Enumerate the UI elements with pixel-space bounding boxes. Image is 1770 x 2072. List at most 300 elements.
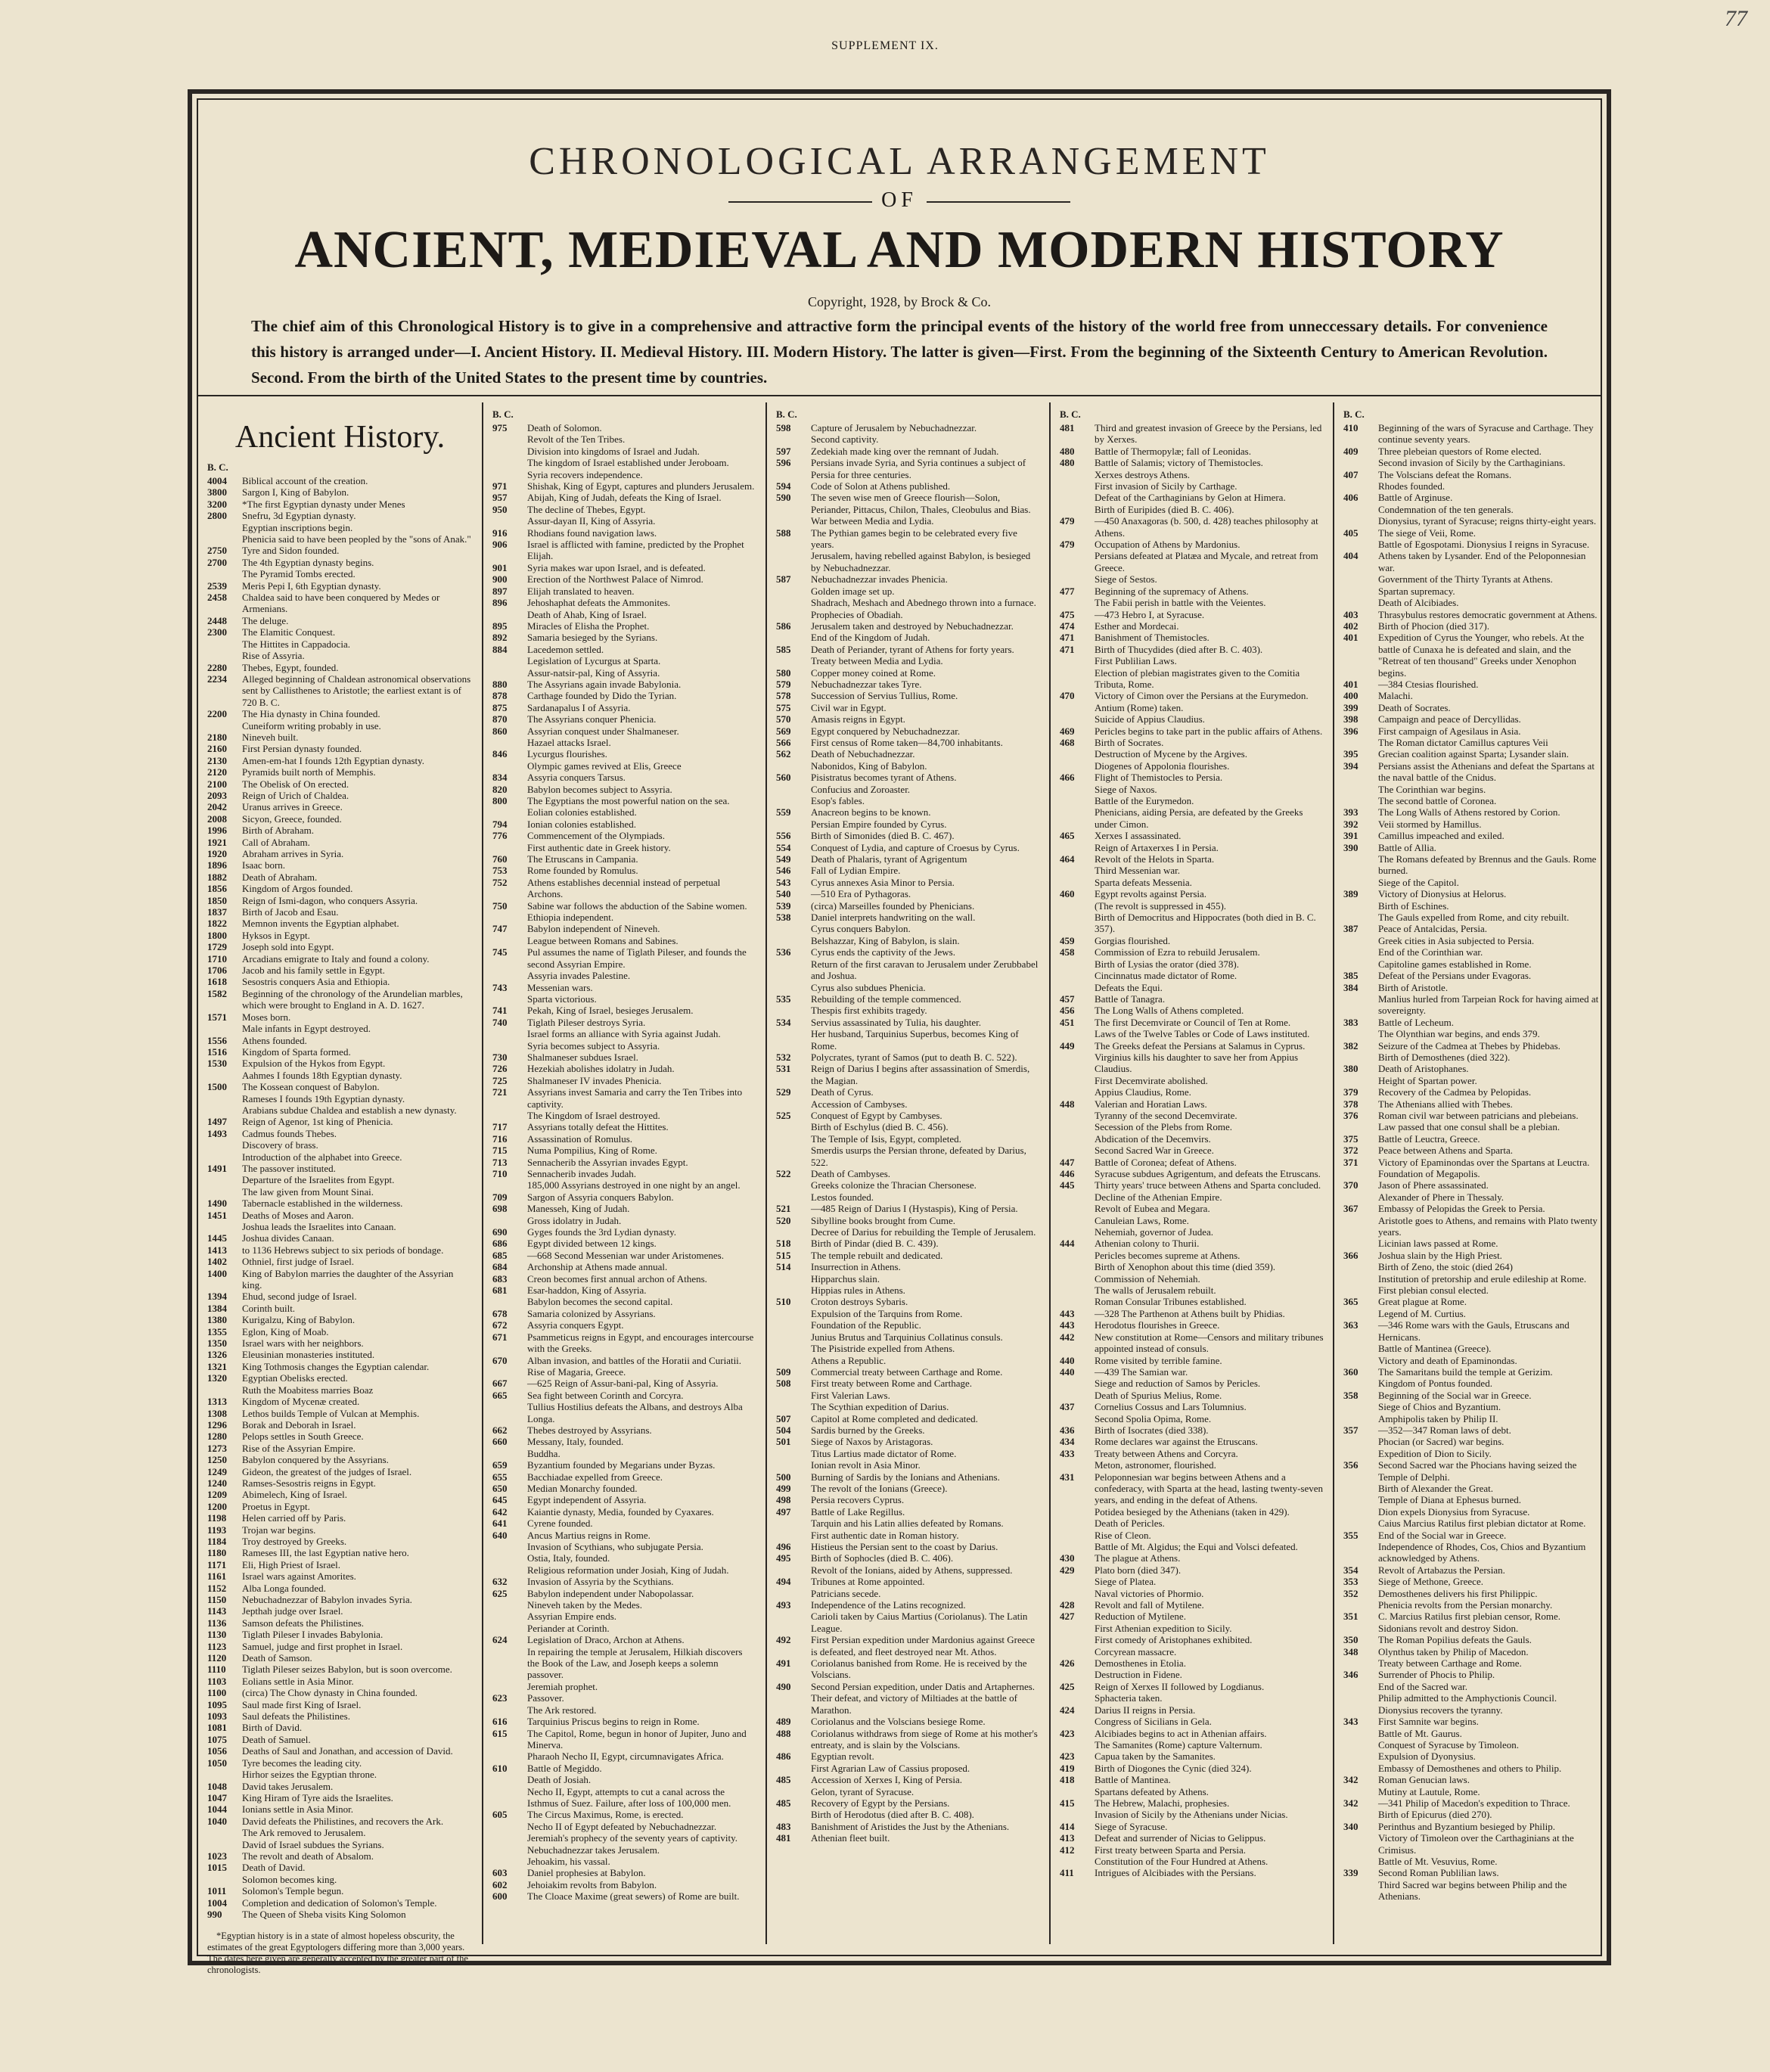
- entry-year: 413: [1060, 1832, 1075, 1844]
- entry-text: Jason of Phere assassinated.: [1378, 1179, 1489, 1191]
- entry-year: [492, 935, 527, 946]
- entry-year: 1047: [207, 1791, 227, 1803]
- entry-year: 598: [776, 422, 791, 433]
- entry-text: Carthage founded by Dido the Tyrian.: [527, 690, 677, 702]
- entry-text: Second Sacred war the Phocians having seized the Temple of Delphi.: [1378, 1459, 1577, 1483]
- entry-text: Reign of Artaxerxes I in Persia.: [1095, 841, 1219, 853]
- timeline-entry: [207, 1699, 473, 1710]
- timeline-entry: [207, 1314, 473, 1325]
- entry-year: 1920: [207, 848, 227, 859]
- timeline-entry: [776, 760, 1040, 772]
- entry-year: 348: [1343, 1645, 1359, 1657]
- entry-text: —384 Ctesias flourished.: [1378, 678, 1479, 690]
- entry-year: [1343, 573, 1378, 585]
- entry-year: 402: [1343, 620, 1359, 632]
- bc-label: B. C.: [1343, 408, 1365, 420]
- timeline-entry: [1343, 573, 1601, 585]
- entry-year: 352: [1343, 1587, 1359, 1599]
- entry-year: [1060, 970, 1095, 981]
- timeline-entry: [1060, 632, 1324, 643]
- timeline-entry: [492, 1541, 756, 1552]
- entry-text: Manesseh, King of Judah.: [527, 1203, 630, 1215]
- timeline-entry: [1060, 1809, 1324, 1820]
- timeline-entry: [207, 1874, 473, 1885]
- entry-year: [492, 1179, 527, 1191]
- entry-text: Battle of Lake Regillus.: [811, 1505, 905, 1517]
- entry-text: Sphacteria taken.: [1095, 1692, 1163, 1704]
- timeline-entry: [776, 1145, 1040, 1168]
- timeline-entry: [492, 1867, 756, 1878]
- entry-year: 569: [776, 725, 791, 737]
- entry-text: Ostia, Italy, founded.: [527, 1552, 610, 1564]
- entry-year: [1343, 1728, 1378, 1739]
- entry-year: 2093: [207, 789, 227, 801]
- entry-year: [1060, 1634, 1095, 1645]
- entry-text: Siege of Syracuse.: [1095, 1820, 1168, 1832]
- timeline-entry: [492, 784, 756, 795]
- timeline-entry: [492, 725, 756, 737]
- entry-text: Return of the first caravan to Jerusalem under Zerubbabel and Joshua.: [811, 958, 1039, 982]
- entry-text: Persia recovers Cyprus.: [811, 1494, 905, 1506]
- entry-text: Rise of Assyria.: [242, 650, 305, 662]
- entry-year: [492, 1786, 527, 1810]
- entry-text: The Pisistride expelled from Athens.: [811, 1343, 955, 1355]
- entry-text: David takes Jerusalem.: [242, 1780, 334, 1792]
- entry-year: [492, 760, 527, 772]
- entry-text: Second Persian expedition, under Datis and Artaphernes.: [811, 1680, 1036, 1692]
- entry-year: [1060, 504, 1095, 515]
- entry-text: Beginning of the wars of Syracuse and Carthage. They continue seventy years.: [1378, 422, 1594, 446]
- entry-text: The Samanites (Rome) capture Valternum.: [1095, 1738, 1262, 1750]
- entry-text: Miracles of Elisha the Prophet.: [527, 620, 650, 632]
- entry-text: Thirty years' truce between Athens and Sparta concluded.: [1095, 1179, 1321, 1191]
- entry-text: The Elamitic Conquest.: [242, 626, 336, 638]
- timeline-entry: [1060, 912, 1324, 935]
- timeline-entry: [776, 1611, 1040, 1634]
- entry-year: 479: [1060, 539, 1075, 551]
- timeline-entry: [207, 1710, 473, 1722]
- timeline-entry: [207, 859, 473, 871]
- timeline-entry: [1343, 1517, 1601, 1529]
- timeline-entry: [1343, 1319, 1601, 1343]
- entry-year: [1060, 702, 1095, 713]
- timeline-entry: [1060, 1273, 1324, 1285]
- entry-year: 367: [1343, 1203, 1359, 1215]
- timeline-entry: [1060, 1728, 1324, 1739]
- entry-text: The Capitol, Rome, begun in honor of Jupiter, Juno and Minerva.: [527, 1727, 747, 1750]
- entry-year: [1343, 993, 1378, 1017]
- entry-text: Succession of Servius Tullius, Rome.: [811, 690, 958, 702]
- entry-year: [492, 1750, 527, 1762]
- entry-year: [492, 1028, 527, 1039]
- timeline-entry: [1343, 1856, 1601, 1867]
- entry-year: 3200: [207, 498, 227, 510]
- entry-year: [1060, 1261, 1095, 1272]
- entry-text: Decline of the Athenian Empire.: [1095, 1191, 1222, 1203]
- entry-text: Embassy of Pelopidas the Greek to Persia.: [1378, 1203, 1545, 1215]
- entry-text: Accession of Cambyses.: [811, 1098, 908, 1110]
- entry-text: Snefru, 3d Egyptian dynasty.: [242, 510, 356, 522]
- entry-text: League between Romans and Sabines.: [527, 934, 678, 946]
- timeline-entry: [492, 702, 756, 713]
- timeline-entry: [207, 1408, 473, 1419]
- entry-text: Demosthenes in Etolia.: [1095, 1657, 1186, 1670]
- timeline-entry: [1060, 515, 1324, 539]
- timeline-entry: [492, 935, 756, 946]
- entry-text: Nebuchadnezzar of Babylon invades Syria.: [242, 1594, 412, 1605]
- entry-year: 449: [1060, 1039, 1075, 1052]
- timeline-entry: [776, 748, 1040, 760]
- entry-year: [1060, 1191, 1095, 1203]
- entry-year: [776, 1191, 811, 1203]
- entry-year: [492, 609, 527, 620]
- entry-text: The deluge.: [242, 614, 289, 626]
- entry-year: 1837: [207, 906, 227, 918]
- entry-year: 382: [1343, 1039, 1359, 1052]
- timeline-entry: [1060, 1867, 1324, 1878]
- copyright-line: Copyright, 1928, by Brock & Co.: [808, 294, 991, 309]
- entry-text: Abijah, King of Judah, defeats the King of Israel.: [527, 492, 722, 504]
- entry-year: 906: [492, 539, 508, 551]
- entry-text: Saul made first King of Israel.: [242, 1698, 362, 1710]
- entry-text: Destruction in Fidene.: [1095, 1669, 1182, 1681]
- timeline-entry: [492, 842, 756, 853]
- timeline-entry: [207, 1349, 473, 1360]
- timeline-entry: [492, 1063, 756, 1074]
- entry-text: Third and greatest invasion of Greece by the Persians, led by Xerxes.: [1095, 422, 1322, 446]
- entry-text: Siege of Naxos by Aristagoras.: [811, 1436, 933, 1448]
- entry-year: 1075: [207, 1733, 227, 1745]
- entry-text: Histieus the Persian sent to the coast by Darius.: [811, 1541, 998, 1552]
- entry-text: Tyre and Sidon founded.: [242, 545, 340, 557]
- entry-text: Battle of Salamis; victory of Themistocles.: [1095, 457, 1263, 469]
- entry-text: Accession of Xerxes I, King of Persia.: [811, 1774, 963, 1786]
- entry-text: Birth of Isocrates (died 338).: [1095, 1424, 1209, 1436]
- entry-text: The Cloace Maxime (great sewers) of Rome are built.: [527, 1890, 740, 1903]
- timeline-entry: [1343, 819, 1601, 830]
- entry-text: Cincinnatus made dictator of Rome.: [1095, 970, 1237, 982]
- entry-text: Malachi.: [1378, 690, 1413, 702]
- entry-text: Babylon conquered by the Assyrians.: [242, 1454, 389, 1466]
- timeline-entry: [1343, 504, 1601, 515]
- timeline-entry: [492, 1530, 756, 1541]
- entry-text: The Circus Maximus, Rome, is erected.: [527, 1809, 684, 1821]
- timeline-entry: [207, 871, 473, 883]
- entry-text: Ancus Martius reigns in Rome.: [527, 1529, 651, 1541]
- timeline-entry: [1060, 713, 1324, 725]
- entry-text: Lethos builds Temple of Vulcan at Memphis.: [242, 1407, 420, 1419]
- entry-year: 1130: [207, 1629, 227, 1641]
- timeline-entry: [492, 1005, 756, 1016]
- timeline-entry: [1060, 865, 1324, 876]
- entry-text: Roman Consular Tribunes established.: [1095, 1296, 1247, 1308]
- entry-text: Battle of Lecheum.: [1378, 1016, 1454, 1028]
- timeline-entry: [492, 1552, 756, 1564]
- entry-text: Servius assassinated by Tulia, his daughter.: [811, 1016, 981, 1028]
- entry-text: —328 The Parthenon at Athens built by Phidias.: [1095, 1307, 1285, 1319]
- entry-text: Campaign and peace of Dercyllidas.: [1378, 713, 1521, 725]
- entry-text: Archonship at Athens made annual.: [527, 1261, 668, 1273]
- entry-year: [207, 1874, 242, 1885]
- entry-year: [776, 1692, 811, 1716]
- entry-text: Battle of Megiddo.: [527, 1762, 602, 1774]
- timeline-entry: [207, 1058, 473, 1069]
- timeline-entry: [1343, 1157, 1601, 1168]
- entry-year: [207, 720, 242, 732]
- timeline-entry: [776, 912, 1040, 923]
- entry-text: The Long Walls of Athens completed.: [1095, 1005, 1244, 1017]
- entry-text: The kingdom of Israel established under Jeroboam.: [527, 457, 729, 469]
- entry-year: 588: [776, 527, 791, 539]
- entry-year: 1143: [207, 1605, 227, 1617]
- entry-year: [492, 1623, 527, 1634]
- entry-text: Assyrian conquest under Shalmaneser.: [527, 725, 679, 737]
- entry-year: 1320: [207, 1372, 227, 1384]
- timeline-entry: [207, 1489, 473, 1500]
- entry-year: [776, 982, 811, 993]
- entry-text: C. Marcius Ratilus first plebian censor, Rome.: [1378, 1611, 1561, 1623]
- timeline-entry: [1343, 1413, 1601, 1424]
- entry-text: Coriolanus banished from Rome. He is received by the Volscians.: [811, 1657, 1027, 1681]
- entry-text: Assur-natsir-pal, King of Assyria.: [527, 666, 660, 679]
- entry-year: 2750: [207, 545, 227, 557]
- entry-year: 1996: [207, 825, 227, 837]
- entry-year: 2100: [207, 778, 227, 790]
- entry-year: [776, 1145, 811, 1168]
- timeline-entry: [207, 1419, 473, 1431]
- entry-text: The Etruscans in Campania.: [527, 853, 638, 865]
- timeline-entry: [1060, 457, 1324, 468]
- entry-year: 358: [1343, 1389, 1359, 1401]
- entry-text: Anacreon begins to be known.: [811, 806, 931, 819]
- entry-text: The Hebrew, Malachi, prophesies.: [1095, 1797, 1230, 1809]
- entry-text: The Volscians defeat the Romans.: [1378, 468, 1512, 480]
- timeline-entry: [492, 795, 756, 806]
- entry-year: [492, 1215, 527, 1226]
- entry-text: Banishment of Aristides the Just by the Athenians.: [811, 1820, 1010, 1832]
- entry-year: 1355: [207, 1325, 227, 1337]
- entry-text: Nabonidos, King of Babylon.: [811, 760, 927, 772]
- entry-text: Alexander of Phere in Thessaly.: [1378, 1191, 1504, 1203]
- timeline-entry: [492, 1017, 756, 1028]
- entry-year: 713: [492, 1156, 508, 1168]
- entry-year: 578: [776, 690, 791, 702]
- entry-text: Constitution of the Four Hundred at Athens.: [1095, 1855, 1268, 1867]
- timeline-entry: [207, 1081, 473, 1092]
- timeline-entry: [207, 1594, 473, 1605]
- timeline-entry: [492, 632, 756, 643]
- entry-year: 460: [1060, 888, 1075, 900]
- bc-label: B. C.: [207, 461, 228, 473]
- entry-text: Rameses I founds 19th Egyptian dynasty.: [242, 1092, 405, 1104]
- entry-text: Aristotle goes to Athens, and remains with Plato twenty years.: [1378, 1214, 1598, 1238]
- entry-year: 390: [1343, 841, 1359, 853]
- timeline-entry: [492, 877, 756, 900]
- timeline-entry: [1060, 422, 1324, 446]
- entry-year: 1921: [207, 836, 227, 848]
- entry-text: Reduction of Mytilene.: [1095, 1611, 1186, 1623]
- entry-year: [1060, 480, 1095, 492]
- timeline-entry: [492, 772, 756, 783]
- timeline-entry: [492, 690, 756, 701]
- entry-year: [492, 469, 527, 480]
- entry-year: 585: [776, 643, 791, 655]
- entry-text: Treaty between Carthage and Rome.: [1378, 1657, 1522, 1670]
- entry-year: 491: [776, 1657, 791, 1670]
- timeline-entry: [1060, 1471, 1324, 1506]
- entry-year: [776, 515, 811, 527]
- timeline-entry: [492, 1483, 756, 1494]
- column-2: [482, 402, 765, 1944]
- entry-text: The Kossean conquest of Babylon.: [242, 1081, 380, 1093]
- timeline-entry: [1060, 946, 1324, 958]
- entry-year: 1048: [207, 1780, 227, 1792]
- entry-year: [492, 1552, 527, 1564]
- entry-text: Siege of Methone, Greece.: [1378, 1576, 1483, 1588]
- timeline-entry: [776, 1005, 1040, 1016]
- entry-text: Coriolanus withdraws from siege of Rome at his mother's entreaty, and is slain by the Volscians.: [811, 1727, 1038, 1750]
- timeline-entry: [492, 1086, 756, 1110]
- timeline-entry: [492, 853, 756, 865]
- entry-year: 490: [776, 1680, 791, 1692]
- entry-text: The Hittites in Cappadocia.: [242, 638, 350, 650]
- timeline-entry: [776, 586, 1040, 597]
- entry-year: 514: [776, 1261, 791, 1273]
- entry-year: [492, 1040, 527, 1052]
- timeline-entry: [776, 1634, 1040, 1657]
- entry-text: Burning of Sardis by the Ionians and Athenians.: [811, 1471, 1000, 1483]
- entry-year: 2458: [207, 592, 227, 604]
- timeline-entry: [1060, 737, 1324, 748]
- timeline-entry: [492, 492, 756, 503]
- timeline-entry: [1060, 550, 1324, 573]
- timeline-entry: [1343, 1681, 1601, 1692]
- entry-text: Spartans defeated by Athens.: [1095, 1785, 1209, 1797]
- timeline-entry: [492, 515, 756, 527]
- timeline-entry: [207, 1023, 473, 1034]
- entry-text: Battle of Arginuse.: [1378, 492, 1453, 504]
- entry-year: [776, 923, 811, 934]
- entry-text: Bacchiadae expelled from Greece.: [527, 1471, 663, 1483]
- entry-year: [1343, 504, 1378, 515]
- entry-text: Civil war in Egypt.: [811, 701, 887, 713]
- timeline-entry: [1060, 1331, 1324, 1355]
- timeline-entry: [1343, 806, 1601, 818]
- entry-text: Babylon independent of Nineveh.: [527, 923, 660, 935]
- entry-text: Kingdom of Sparta formed.: [242, 1045, 351, 1058]
- entry-text: —485 Reign of Darius I (Hystaspis), King of Persia.: [811, 1203, 1018, 1215]
- entry-year: 684: [492, 1261, 508, 1273]
- timeline-entry: [776, 888, 1040, 899]
- entry-text: Death of Cyrus.: [811, 1086, 874, 1098]
- entry-year: [492, 1448, 527, 1459]
- entries-list: [1343, 422, 1601, 1903]
- timeline-entry: [1343, 853, 1601, 877]
- entry-year: 444: [1060, 1238, 1075, 1250]
- entry-text: —473 Hebro I, at Syracuse.: [1095, 608, 1205, 620]
- timeline-entry: [1060, 1179, 1324, 1191]
- timeline-entry: [492, 1576, 756, 1587]
- entry-text: Embassy of Demosthenes and others to Philip.: [1378, 1762, 1562, 1774]
- entry-text: Legislation of Draco, Archon at Athens.: [527, 1634, 685, 1646]
- timeline-entry: [492, 1692, 756, 1704]
- page-title: ANCIENT, MEDIEVAL AND MODERN HISTORY: [294, 221, 1504, 279]
- timeline-entry: [776, 865, 1040, 876]
- timeline-entry: [492, 679, 756, 690]
- timeline-entry: [207, 1174, 473, 1185]
- timeline-entry: [1060, 1564, 1324, 1576]
- entry-year: 1710: [207, 952, 227, 965]
- entry-text: Roman Genucian laws.: [1378, 1774, 1470, 1786]
- entry-year: 1050: [207, 1757, 227, 1769]
- entry-text: Surrender of Phocis to Philip.: [1378, 1669, 1495, 1681]
- entry-year: 534: [776, 1016, 791, 1028]
- entry-text: Jehoakim, his vassal.: [527, 1855, 610, 1867]
- entry-year: 393: [1343, 806, 1359, 819]
- entry-year: 342: [1343, 1797, 1359, 1809]
- entry-year: 411: [1060, 1867, 1074, 1879]
- entry-text: Phenicia said to have been peopled by the "sons of Anak.": [242, 533, 471, 545]
- entry-text: Alban invasion, and battles of the Horatii and Curiatii.: [527, 1354, 742, 1366]
- entry-year: 672: [492, 1319, 508, 1331]
- entry-year: 1882: [207, 871, 227, 883]
- entry-year: 678: [492, 1307, 508, 1319]
- entry-year: 339: [1343, 1867, 1359, 1879]
- timeline-entry: [1060, 1390, 1324, 1401]
- entry-year: [1060, 1145, 1095, 1156]
- page-number: 77: [1725, 6, 1747, 31]
- entry-year: 504: [776, 1424, 791, 1436]
- entry-text: Battle of Mantinea.: [1095, 1774, 1171, 1786]
- entry-text: Pyramids built north of Memphis.: [242, 766, 376, 778]
- timeline-entry: [1343, 1203, 1601, 1214]
- entry-year: 1023: [207, 1850, 227, 1862]
- entry-year: [1343, 1448, 1378, 1459]
- entry-year: 559: [776, 806, 791, 819]
- timeline-entry: [207, 1734, 473, 1745]
- entry-text: Antium (Rome) taken.: [1095, 701, 1184, 713]
- entry-year: 683: [492, 1272, 508, 1285]
- timeline-entry: [776, 1052, 1040, 1063]
- timeline-entry: [492, 830, 756, 841]
- timeline-entry: [776, 433, 1040, 445]
- entry-year: 1400: [207, 1267, 227, 1279]
- entry-year: 471: [1060, 643, 1075, 655]
- timeline-entry: [776, 1273, 1040, 1285]
- entry-text: Battle of the Eurymedon.: [1095, 795, 1194, 806]
- entry-text: Victory of Cimon over the Persians at the Eurymedon.: [1095, 690, 1309, 702]
- entry-year: 667: [492, 1378, 508, 1390]
- timeline-entry: [776, 877, 1040, 888]
- entry-year: 625: [492, 1587, 508, 1599]
- entry-year: 1100: [207, 1687, 227, 1699]
- entry-year: [492, 1366, 527, 1378]
- entry-year: 442: [1060, 1331, 1075, 1343]
- header-separator: [198, 395, 1601, 396]
- timeline-entry: [1343, 1215, 1601, 1238]
- timeline-entry: [492, 1052, 756, 1063]
- timeline-entry: [776, 1483, 1040, 1494]
- entry-text: Polycrates, tyrant of Samos (put to death B. C. 522).: [811, 1051, 1017, 1063]
- entry-text: The Roman Popilius defeats the Gauls.: [1378, 1634, 1532, 1646]
- entry-text: Syracuse subdues Agrigentum, and defeats the Etruscans.: [1095, 1168, 1321, 1179]
- timeline-entry: [1060, 1110, 1324, 1121]
- timeline-entry: [1060, 1005, 1324, 1016]
- entry-year: 515: [776, 1249, 791, 1261]
- entry-year: 594: [776, 480, 791, 492]
- timeline-entry: [492, 422, 756, 433]
- entry-year: 387: [1343, 923, 1359, 935]
